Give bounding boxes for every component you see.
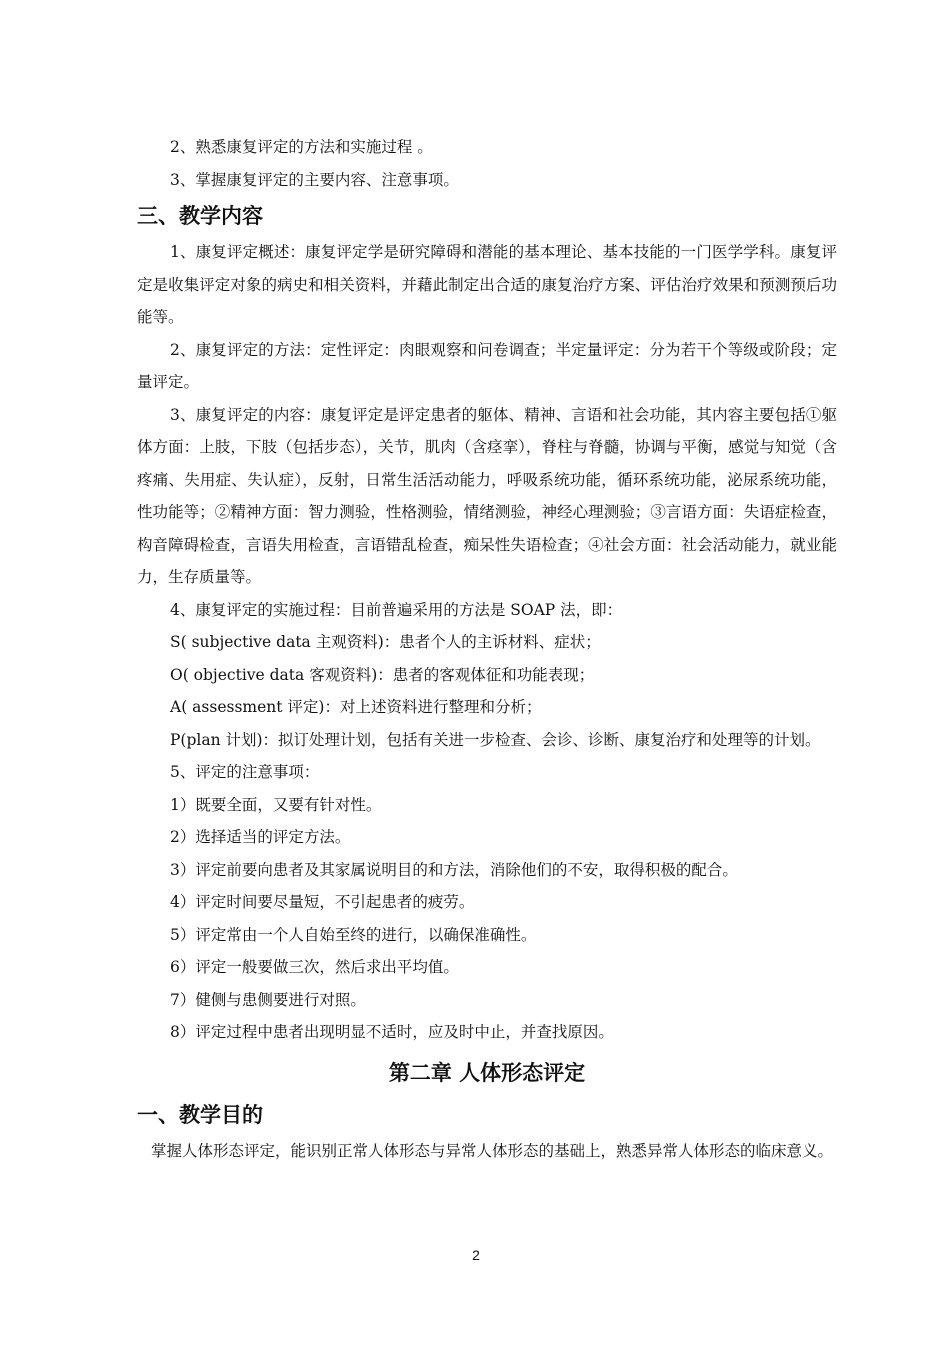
page-content: [137, 131, 837, 1167]
chapter-title: 第二章 人体形态评定: [388, 1060, 586, 1085]
paragraph-precautions: 5、评定的注意事项：: [170, 763, 320, 781]
precaution-item-1: 1）既要全面，又要有针对性。: [170, 795, 382, 814]
soap-objective: O( objective data 客观资料)：患者的客观体征和功能表现；: [170, 665, 595, 684]
soap-subjective: S( subjective data 主观资料)：患者个人的主诉材料、症状；: [170, 633, 601, 651]
paragraph-process: 4、康复评定的实施过程：目前普遍采用的方法是 SOAP 法，即：: [170, 600, 623, 619]
objective-item-3: 3、掌握康复评定的主要内容、注意事项。: [170, 170, 459, 189]
paragraph-contents: 3、康复评定的内容：康复评定是评定患者的躯体、精神、言语和社会功能，其内容主要包括①躯体方面：上肢，下肢（包括步态），关节，肌肉（含痉挛），脊柱与脊髓，协调与平衡，感觉与知觉（含疼痛、失用症、失认症），反射，日常生活活动能力，呼吸系统功能，循环系统功能，泌尿系统功能，性功能等；②精神方面：智力测验，性格测验，情绪测验，神经心理测验；③言语方面：失语症检查，构音障碍检查，言语失用检查，言语错乱检查，痴呆性失语检查；④社会方面：社会活动能力，就业能力，生存质量等。: [137, 405, 837, 586]
precaution-item-8: 8）评定过程中患者出现明显不适时，应及时中止，并查找原因。: [170, 1023, 614, 1041]
objective-item-2: 2、熟悉康复评定的方法和实施过程 。: [170, 138, 433, 156]
soap-plan: P(plan 计划)：拟订处理计划，包括有关进一步检查、会诊、诊断、康复治疗和处理等的计划。: [170, 730, 821, 749]
precaution-item-7: 7）健侧与患侧要进行对照。: [170, 990, 366, 1009]
paragraph-objective: 掌握人体形态评定，能识别正常人体形态与异常人体形态的基础上，熟悉异常人体形态的临床意义。: [151, 1141, 834, 1160]
paragraph-methods: 2、康复评定的方法：定性评定：肉眼观察和问卷调查；半定量评定：分为若干个等级或阶段；定量评定。: [137, 340, 837, 391]
section-heading-teaching-objective: 一、教学目的: [137, 1102, 263, 1127]
precaution-item-6: 6）评定一般要做三次，然后求出平均值。: [170, 958, 459, 976]
soap-assessment: A( assessment 评定)：对上述资料进行整理和分析；: [170, 698, 542, 716]
paragraph-overview: 1、康复评定概述：康复评定学是研究障碍和潜能的基本理论、基本技能的一门医学学科。康复评定是收集评定对象的病史和相关资料，并藉此制定出合适的康复治疗方案、评估治疗效果和预测预后功能等。: [137, 243, 837, 326]
precaution-item-4: 4）评定时间要尽量短，不引起患者的疲劳。: [170, 893, 475, 911]
precaution-item-2: 2）选择适当的评定方法。: [170, 828, 351, 846]
precaution-item-5: 5）评定常由一个人自始至终的进行，以确保准确性。: [170, 925, 537, 944]
section-heading-teaching-content: 三、教学内容: [137, 204, 263, 228]
precaution-item-3: 3）评定前要向患者及其家属说明目的和方法，消除他们的不安，取得积极的配合。: [170, 860, 738, 879]
page-number: 2: [472, 1247, 480, 1263]
